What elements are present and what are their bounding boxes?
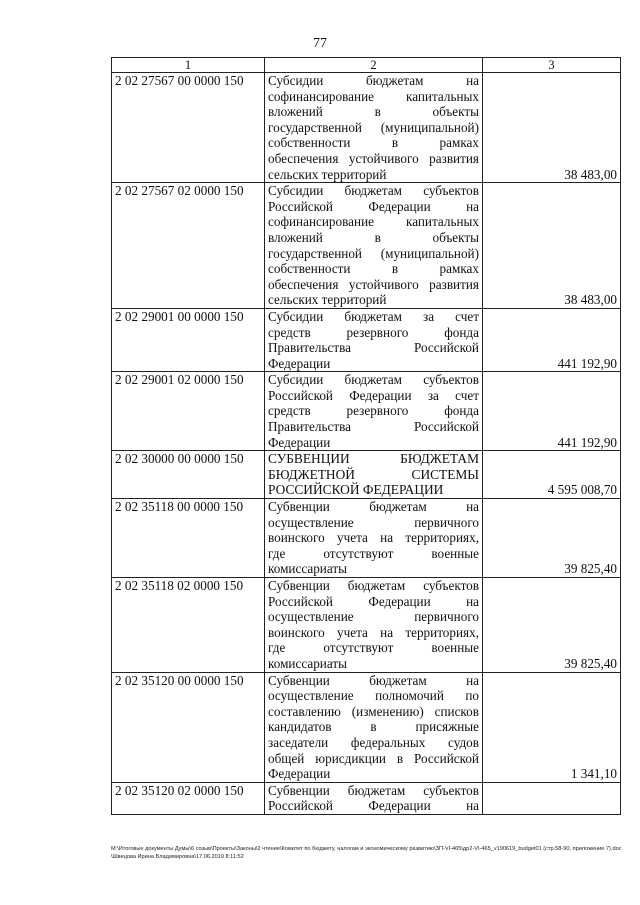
description-line: Субвенции бюджетам субъектов — [268, 782, 479, 798]
description-line: составлению (изменению) списков — [268, 703, 479, 719]
description-line: воинского учета на территориях, — [268, 530, 479, 546]
description-line: средств резервного фонда — [268, 403, 479, 419]
budget-code-cell: 2 02 27567 00 0000 150 — [112, 73, 265, 183]
description-line: софинансирование капитальных — [268, 88, 479, 104]
description-line: БЮДЖЕТНОЙ СИСТЕМЫ — [268, 466, 479, 482]
table-row — [112, 578, 621, 673]
description-line: Федерации — [268, 766, 331, 782]
description-line: сельских территорий — [268, 292, 387, 308]
description-line: осуществление первичного — [268, 609, 479, 625]
amount-cell: 38 483,00 — [483, 73, 621, 183]
amount-cell: 39 825,40 — [483, 578, 621, 673]
description-line: Субсидии бюджетам субъектов — [268, 372, 479, 388]
description-line: обеспечения устойчивого развития — [268, 150, 479, 166]
description-line: сельских территорий — [268, 166, 387, 182]
budget-code-cell: 2 02 35118 00 0000 150 — [112, 499, 265, 578]
description-line: вложений в объекты — [268, 229, 479, 245]
description-line: Субсидии бюджетам на — [268, 73, 479, 88]
description-line: Субсидии бюджетам субъектов — [268, 183, 479, 199]
description-line: Российской Федерации на — [268, 593, 479, 609]
description-line: комиссариаты — [268, 655, 347, 671]
table-row — [112, 672, 621, 782]
description-line: комиссариаты — [268, 561, 347, 577]
description-cell — [265, 499, 483, 578]
description-line: осуществление полномочий по — [268, 688, 479, 704]
description-line: государственной (муниципальной) — [268, 245, 479, 261]
budget-code-cell: 2 02 27567 02 0000 150 — [112, 183, 265, 309]
budget-code-cell: 2 02 35118 02 0000 150 — [112, 578, 265, 673]
table-row — [112, 308, 621, 371]
amount-cell: 38 483,00 — [483, 183, 621, 309]
description-line: Правительства Российской — [268, 340, 479, 356]
description-line: Субвенции бюджетам на — [268, 499, 479, 515]
amount-cell: 1 341,10 — [483, 672, 621, 782]
description-line: где отсутствуют военные — [268, 640, 479, 656]
description-line: общей юрисдикции в Российской — [268, 750, 479, 766]
budget-code-cell: 2 02 35120 00 0000 150 — [112, 672, 265, 782]
table-header — [112, 58, 621, 73]
column-header-amount: 3 — [483, 58, 621, 73]
description-line: средств резервного фонда — [268, 324, 479, 340]
description-line: осуществление первичного — [268, 514, 479, 530]
description-line: Федерации — [268, 434, 331, 450]
description-cell — [265, 782, 483, 814]
amount-cell: 441 192,90 — [483, 308, 621, 371]
description-line: воинского учета на территориях, — [268, 624, 479, 640]
description-line: софинансирование капитальных — [268, 214, 479, 230]
table-row — [112, 499, 621, 578]
description-line: собственности в рамках — [268, 135, 479, 151]
table-row — [112, 73, 621, 183]
description-cell — [265, 308, 483, 371]
budget-table — [111, 57, 621, 815]
budget-code-cell: 2 02 30000 00 0000 150 — [112, 451, 265, 499]
description-line: Правительства Российской — [268, 419, 479, 435]
description-line: Субвенции бюджетам на — [268, 672, 479, 688]
budget-code-cell: 2 02 35120 02 0000 150 — [112, 782, 265, 814]
description-line: Субвенции бюджетам субъектов — [268, 578, 479, 593]
table-row — [112, 451, 621, 499]
column-header-code: 1 — [112, 58, 265, 73]
budget-code-cell: 2 02 29001 02 0000 150 — [112, 372, 265, 451]
description-cell — [265, 73, 483, 183]
description-line: Российской Федерации за счет — [268, 387, 479, 403]
description-line: государственной (муниципальной) — [268, 119, 479, 135]
description-cell — [265, 578, 483, 673]
amount-cell — [483, 782, 621, 814]
description-line: где отсутствуют военные — [268, 545, 479, 561]
amount-cell: 441 192,90 — [483, 372, 621, 451]
description-cell — [265, 672, 483, 782]
table-row — [112, 372, 621, 451]
budget-code-cell: 2 02 29001 00 0000 150 — [112, 308, 265, 371]
column-header-description: 2 — [265, 58, 483, 73]
description-cell — [265, 183, 483, 309]
description-line: кандидатов в присяжные — [268, 719, 479, 735]
description-cell — [265, 372, 483, 451]
document-path-footer: М:\Итоговые документы Думы\6 созыв\Проекты\Законы\2 чтение\Комитет по бюджету, налогам и экономическому развитию\ЗП-VI-465\др2-VI-465_v190619_budget01 (стр.58-90, приложение 7).doc\Швецова Ирина Владимировна\17.06.2019 8:11:52 — [111, 846, 622, 860]
description-line: Федерации — [268, 355, 331, 371]
description-line: вложений в объекты — [268, 104, 479, 120]
table-row — [112, 183, 621, 309]
table-body — [112, 73, 621, 815]
description-line: обеспечения устойчивого развития — [268, 276, 479, 292]
table-row — [112, 782, 621, 814]
description-line: заседатели федеральных судов — [268, 734, 479, 750]
page-number: 77 — [313, 36, 327, 51]
description-line: Российской Федерации на — [268, 198, 479, 214]
description-line: собственности в рамках — [268, 261, 479, 277]
description-line: СУБВЕНЦИИ БЮДЖЕТАМ — [268, 451, 479, 467]
description-line: Российской Федерации на — [268, 798, 479, 814]
description-cell — [265, 451, 483, 499]
description-line: РОССИЙСКОЙ ФЕДЕРАЦИИ — [268, 482, 444, 498]
description-line: Субсидии бюджетам за счет — [268, 308, 479, 324]
amount-cell: 39 825,40 — [483, 499, 621, 578]
amount-cell: 4 595 008,70 — [483, 451, 621, 499]
